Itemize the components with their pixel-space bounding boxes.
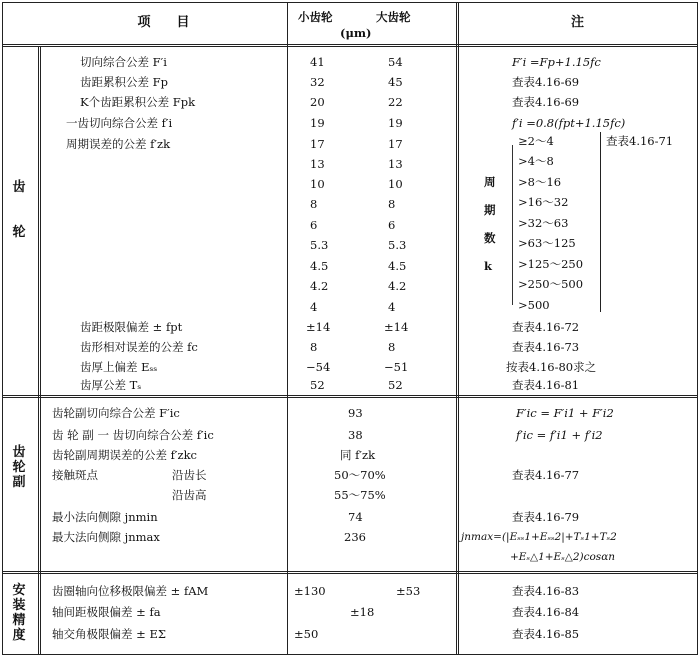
install-item: 轴间距极限偏差 ± fa [52, 605, 161, 619]
install-item: 齿圈轴向位移极限偏差 ± fAM [52, 584, 209, 598]
section-install-label: 安 装 精 度 [12, 583, 26, 643]
section-gear-label: 齿 轮 [12, 180, 26, 240]
col-rule-section-b [40, 47, 41, 654]
period-range: >500 [518, 298, 550, 312]
pair-note: 查表4.16-77 [512, 468, 580, 482]
period-small: 5.3 [310, 238, 329, 252]
pair-item: 齿 轮 副 一 齿切向综合公差 f′ic [52, 428, 214, 442]
col-rule-values [287, 2, 288, 655]
gear-item: 切向综合公差 F′i [80, 55, 167, 69]
col-rule-section [38, 47, 39, 654]
install-note: 查表4.16-84 [512, 605, 580, 619]
install-note: 查表4.16-83 [512, 584, 580, 598]
pair-sub: 沿齿长 [172, 468, 207, 482]
gear-note: 查表4.16-69 [512, 95, 580, 109]
gear-small: 41 [310, 55, 325, 69]
gear-small: 20 [310, 95, 325, 109]
pair-value: 50～70% [334, 468, 386, 482]
period-small: 10 [310, 177, 325, 191]
period-range: >125～250 [518, 257, 584, 271]
period-small: 4.5 [310, 259, 329, 273]
gear-note: f′i =0.8(fpt+1.15fc) [512, 116, 626, 130]
gear-item: 齿形相对误差的公差 fc [80, 340, 198, 354]
frame-top [2, 2, 698, 3]
period-divider [600, 132, 601, 312]
section-rule-1b [2, 397, 698, 398]
header-rule-2 [2, 46, 698, 47]
frame-left [2, 2, 3, 655]
install-note: 查表4.16-85 [512, 627, 580, 641]
gear-large: 45 [388, 75, 403, 89]
install-small: ±50 [294, 627, 319, 641]
period-range: >16～32 [518, 195, 569, 209]
pair-note: 查表4.16-79 [512, 510, 580, 524]
period-range: >32～63 [518, 216, 569, 230]
pair-item: 最小法向侧隙 jnmin [52, 510, 158, 524]
gear-large: 19 [388, 116, 403, 130]
period-large: 4.2 [388, 279, 407, 293]
period-large: 8 [388, 197, 396, 211]
gear-item: 一齿切向综合公差 f′i [66, 116, 173, 130]
header-unit: (μm) [340, 26, 372, 40]
pair-value: 236 [344, 530, 366, 544]
period-large: 4 [388, 300, 396, 314]
gear-note: 查表4.16-73 [512, 340, 580, 354]
gear-item: 齿厚上偏差 Eₛₛ [80, 360, 158, 374]
install-small: ±130 [294, 584, 326, 598]
gear-item: 齿厚公差 Tₛ [80, 378, 142, 392]
period-brace-line [512, 145, 514, 305]
gear-small: 8 [310, 340, 318, 354]
pair-note: f′ic = f′i1 + f′i2 [516, 428, 603, 442]
gear-note: 查表4.16-81 [512, 378, 580, 392]
section-rule-2b [2, 573, 698, 574]
pair-note: jnmax=(|Eₛₛ1+Eₛₛ2|+Tₛ1+Tₛ2 [461, 531, 617, 543]
period-range: >250～500 [518, 277, 584, 291]
period-small: 6 [310, 218, 318, 232]
section-pair-label: 齿 轮 副 [12, 445, 26, 490]
header-small-gear: 小齿轮 [298, 10, 333, 24]
install-large: ±53 [396, 584, 421, 598]
gear-note: F′i =Fp+1.15fc [512, 55, 601, 69]
header-item: 项 目 [137, 15, 190, 30]
frame-right [697, 2, 698, 655]
install-value: ±18 [350, 605, 375, 619]
install-item: 轴交角极限偏差 ± EΣ [52, 627, 166, 641]
period-large: 6 [388, 218, 396, 232]
gear-small: 17 [310, 137, 325, 151]
gear-large: 8 [388, 340, 396, 354]
pair-item: 齿轮副周期误差的公差 f′zkc [52, 448, 197, 462]
gear-small: 19 [310, 116, 325, 130]
period-range: >8～16 [518, 175, 562, 189]
col-rule-note [456, 2, 457, 655]
pair-note-cont: +Eₛ△1+Eₛ△2)cosαn [510, 551, 616, 563]
pair-value: 93 [348, 406, 363, 420]
gear-note: 查表4.16-69 [512, 75, 580, 89]
pair-value: 74 [348, 510, 363, 524]
period-large: 4.5 [388, 259, 407, 273]
gear-small: ±14 [306, 320, 331, 334]
pair-note: F′ic = F′i1 + F′i2 [516, 406, 614, 420]
col-rule-note-b [458, 2, 459, 655]
section-rule-2 [2, 571, 698, 572]
gear-item: 齿距累积公差 Fp [80, 75, 168, 89]
period-note: 查表4.16-71 [606, 134, 674, 148]
gear-small: 32 [310, 75, 325, 89]
gear-small: 52 [310, 378, 325, 392]
header-note: 注 [570, 15, 584, 30]
gear-large: 22 [388, 95, 403, 109]
section-rule-1 [2, 395, 698, 396]
gear-note: 查表4.16-72 [512, 320, 580, 334]
pair-sub: 沿齿高 [172, 488, 207, 502]
header-rule [2, 44, 698, 45]
period-small: 4 [310, 300, 318, 314]
period-range: >4～8 [518, 154, 554, 168]
gear-item: 周期误差的公差 f′zk [66, 137, 171, 151]
gear-large: 52 [388, 378, 403, 392]
pair-value: 38 [348, 428, 363, 442]
gear-large: −51 [384, 360, 409, 374]
gear-note: 按表4.16-80求之 [506, 360, 597, 374]
period-large: 10 [388, 177, 403, 191]
gear-small: −54 [306, 360, 331, 374]
pair-item: 最大法向侧隙 jnmax [52, 530, 160, 544]
gear-item: 齿距极限偏差 ± fpt [80, 320, 183, 334]
gear-large: 17 [388, 137, 403, 151]
gear-item: K个齿距累积公差 Fpk [80, 95, 196, 109]
period-large: 5.3 [388, 238, 407, 252]
period-small: 13 [310, 157, 325, 171]
gear-large: ±14 [384, 320, 409, 334]
pair-value: 55～75% [334, 488, 386, 502]
pair-value: 同 f′zk [340, 448, 376, 462]
pair-item: 齿轮副切向综合公差 F′ic [52, 406, 180, 420]
period-large: 13 [388, 157, 403, 171]
period-small: 4.2 [310, 279, 329, 293]
period-small: 8 [310, 197, 318, 211]
header-large-gear: 大齿轮 [376, 10, 411, 24]
pair-item: 接触斑点 [52, 468, 98, 482]
period-label: 周 期 数 k [484, 175, 496, 273]
period-range: ≥2～4 [518, 134, 554, 148]
period-range: >63～125 [518, 236, 576, 250]
frame-bottom [2, 654, 698, 655]
gear-large: 54 [388, 55, 403, 69]
